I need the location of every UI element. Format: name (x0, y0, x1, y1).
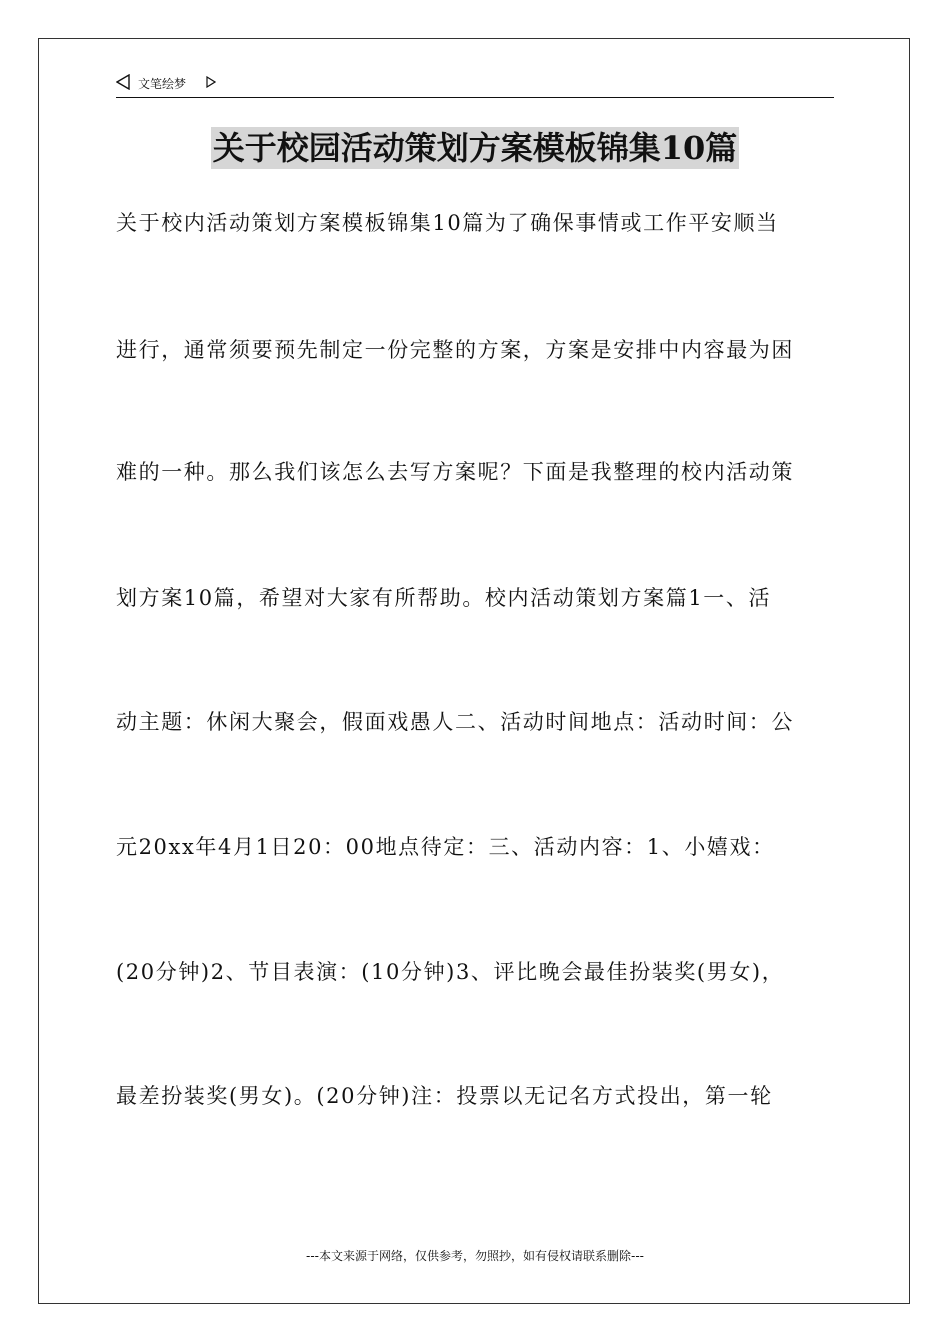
paragraph-line: 最差扮装奖(男女)。(20分钟)注：投票以无记名方式投出，第一轮 (116, 1084, 773, 1108)
left-triangle-icon (116, 74, 130, 90)
document-title: 关于校园活动策划方案模板锦集10篇 (212, 129, 738, 167)
paragraph-line: 划方案10篇，希望对大家有所帮助。校内活动策划方案篇1一、活 (116, 586, 772, 610)
title-wrapper (0, 127, 950, 169)
page-header (116, 72, 834, 98)
paragraph-line: 难的一种。那么我们该怎么去写方案呢？下面是我整理的校内活动策 (116, 460, 794, 484)
paragraph-line: 动主题：休闲大聚会，假面戏愚人二、活动时间地点：活动时间：公 (116, 710, 794, 734)
footer-notice: ---本文来源于网络，仅供参考，勿照抄，如有侵权请联系删除--- (306, 1249, 644, 1263)
right-triangle-icon (206, 76, 216, 88)
paragraph-line: 进行，通常须要预先制定一份完整的方案，方案是安排中内容最为困 (116, 338, 794, 362)
paragraph-line: (20分钟)2、节目表演：(10分钟)3、评比晚会最佳扮装奖(男女)， (116, 960, 785, 984)
paragraph-line: 元20xx年4月1日20：00地点待定：三、活动内容：1、小嬉戏： (116, 835, 775, 859)
header-brand: 文笔绘梦 (138, 77, 187, 91)
paragraph-line: 关于校内活动策划方案模板锦集10篇为了确保事情或工作平安顺当 (116, 211, 779, 235)
